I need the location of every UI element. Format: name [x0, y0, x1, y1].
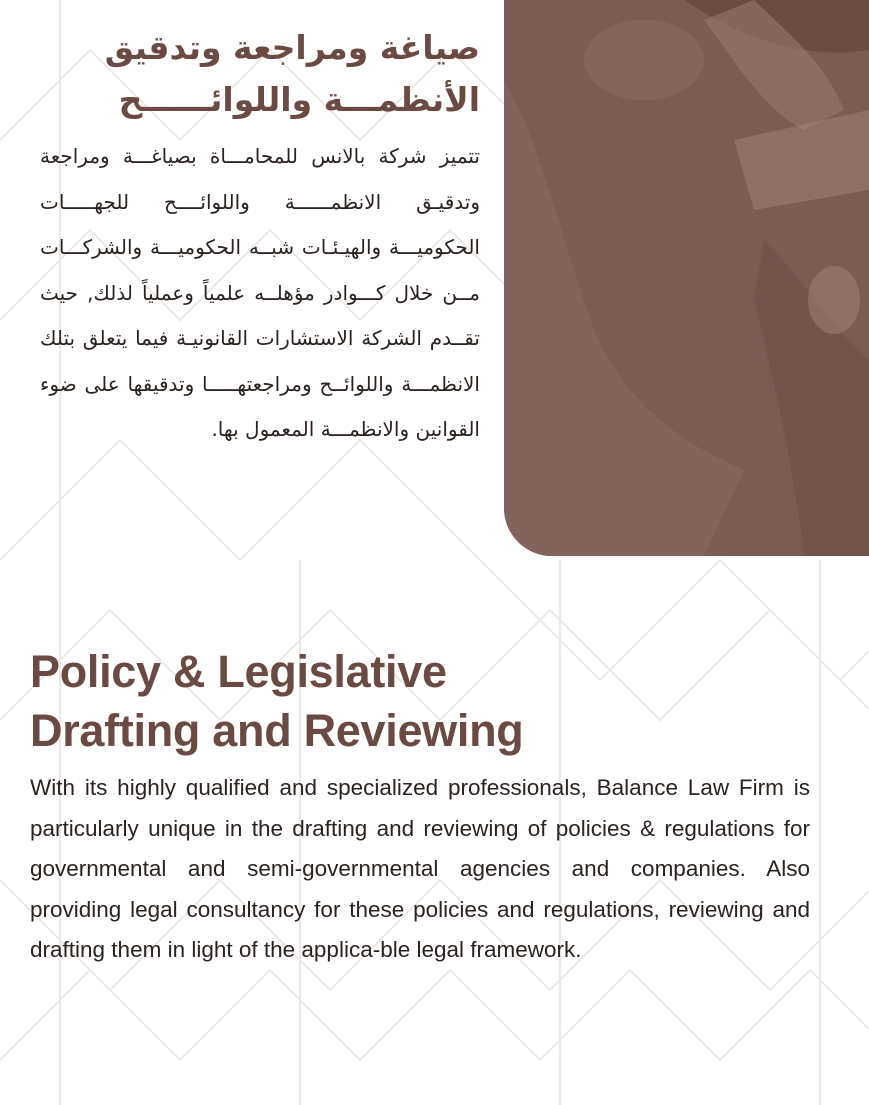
hero-photo	[504, 0, 869, 556]
english-section	[30, 642, 810, 971]
english-body: With its highly qualified and specialized professionals, Balance Law Firm is particularly unique in the drafting and reviewing of policies & regulations for governmental and semi-governmental agencies and companies. Also providing legal consultancy for these policies and regulations, reviewing and drafting them in light of the applica-ble legal framework.	[30, 775, 810, 962]
english-title	[30, 642, 810, 760]
arabic-section	[40, 22, 480, 453]
english-title-line2: Drafting and Reviewing	[30, 705, 524, 756]
english-title-line1: Policy & Legislative	[30, 646, 447, 697]
arabic-title: صياغة ومراجعة وتدقيق الأنظمـــة واللوائــــــح	[104, 28, 480, 119]
arabic-body: تتميز شركة بالانس للمحامـــاة بصياغـــة ومراجعة وتدقيـق الانظمــــــة واللوائــــح للجهـــــات الحكوميـــة والهيـئـات شبــه الحكوميـــة والشركـــات مــن خلال كـــوادر مؤهلــه علمياً وعملياً لذلك, حيث تقــدم الشركة الاستشارات القانونيـة فيما يتعلق بتلك الانظمـــة واللوائــح ومراجعتهـــــا وتدقيقها على ضوء القوانين والانظمـــة المعمول بها.	[40, 144, 480, 441]
